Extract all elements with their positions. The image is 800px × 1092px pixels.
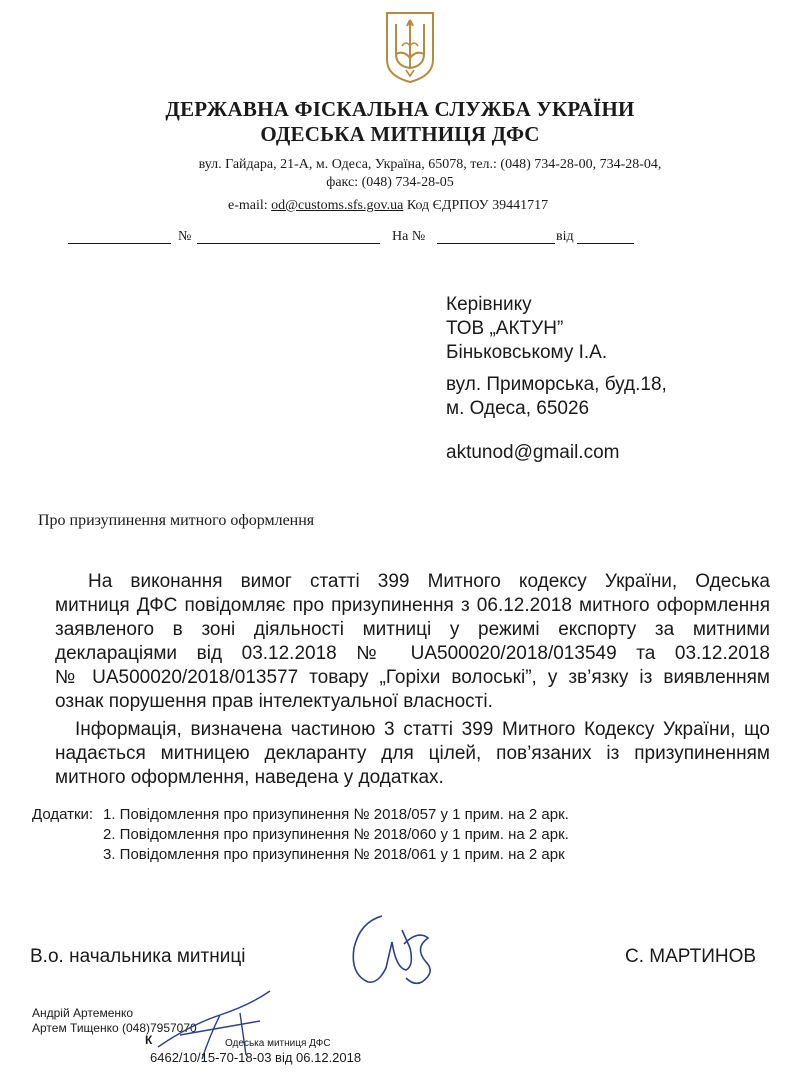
registration-mark: К [145,1033,153,1047]
stamp-organization: Одеська митниця ДФС [225,1038,331,1049]
signatory-name: С. МАРТИНОВ [625,946,757,967]
paragraph-line: Інформація, визначена частиною 3 статті 399 Митного Кодексу України, що [75,719,770,740]
paragraph-line: деклараціями від 03.12.2018 № UA500020/2018/013549 та 03.12.2018 [55,643,770,664]
attachment-item: 3. Повідомлення про призупинення № 2018/061 у 1 прим. на 2 арк [103,846,565,863]
handwritten-signature [340,908,450,988]
outgoing-number-blank [197,229,380,244]
contact-line [228,198,548,214]
paragraph-line: митного оформлення, наведена у додатках. [55,767,444,788]
edrpou-code: Код ЄДРПОУ 39441717 [406,198,549,213]
outgoing-number-sign: № [178,229,192,244]
email-label: e-mail: [228,198,268,213]
paragraph-line: № UA500020/2018/013577 товару „Горіхи волоські”, у зв’язку із виявленням [55,667,770,688]
paragraph-line: На виконання вимог статті 399 Митного кодексу України, Одеська [88,571,770,592]
recipient-city: м. Одеса, 65026 [446,398,590,419]
recipient-title: Керівнику [446,294,532,315]
paragraph-line: митниця ДФС повідомляє про призупинення з 06.12.2018 митного оформлення [55,595,770,616]
body-paragraph-1 [55,570,770,714]
org-name-line1: ДЕРЖАВНА ФІСКАЛЬНА СЛУЖБА УКРАЇНИ [165,97,635,121]
recipient-email: aktunod@gmail.com [446,442,620,463]
attachments-label: Додатки: [32,806,94,823]
letter-subject: Про призупинення митного оформлення [38,512,315,529]
attachment-item: 2. Повідомлення про призупинення № 2018/060 у 1 прим. на 2 арк. [103,826,569,843]
address-line1: вул. Гайдара, 21-А, м. Одеса, Україна, 65078, тел.: (048) 734-28-00, 734-28-04, [198,157,662,172]
reply-number-blank [437,229,555,244]
trident-emblem-icon [384,10,436,84]
address-line2: факс: (048) 734-28-05 [326,175,454,190]
body-paragraph-2 [55,718,770,790]
attachment-item: 1. Повідомлення про призупинення № 2018/057 у 1 прим. на 2 арк. [103,806,569,823]
executor-line-2: Артем Тищенко (048)7957070 [32,1021,197,1035]
reply-date-blank [577,229,634,244]
paragraph-line: надається митницею декларанту для цілей, пов’язаних із призупиненням [55,743,770,764]
signatory-position: В.о. начальника митниці [30,946,246,967]
recipient-company: ТОВ „АКТУН” [446,318,564,339]
org-name-line2: ОДЕСЬКА МИТНИЦЯ ДФС [260,122,540,146]
outgoing-date-blank [68,229,171,244]
reply-label: На № [392,229,426,244]
recipient-street: вул. Приморська, буд.18, [446,374,667,395]
from-label: від [556,229,574,244]
executor-line-1: Андрій Артеменко [32,1006,134,1020]
paragraph-line: ознак порушення прав інтелектуальної власності. [55,691,493,712]
registration-number: 6462/10/15-70-18-03 від 06.12.2018 [150,1050,362,1065]
paragraph-line: заявленого в зоні діяльності митниці у режимі експорту за митними [55,619,770,640]
recipient-name: Біньковському І.А. [446,342,608,363]
org-email-link[interactable]: od@customs.sfs.gov.ua [271,198,404,213]
